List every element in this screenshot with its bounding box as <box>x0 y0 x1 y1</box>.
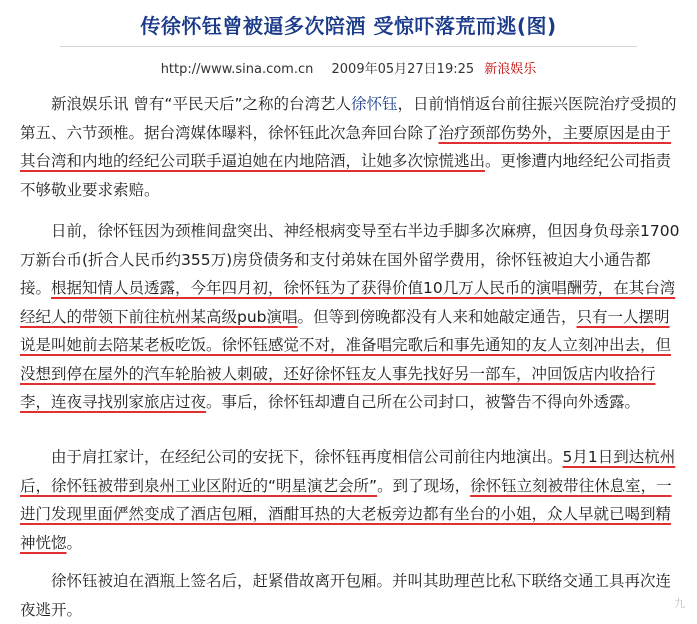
article-title: 传徐怀钰曾被逼多次陪酒 受惊吓落荒而逃(图) <box>140 14 557 38</box>
p3-underlined-2: 徐怀钰立刻被带往休息室，一进门发现里面俨然变成了酒店包厢，酒酣耳热的大老板旁边都有坐台的小姐，众人早就已喝到精神恍惚 <box>20 476 672 552</box>
publish-datetime: 2009年05月27日19:25 <box>331 62 475 77</box>
article-source-line <box>0 58 697 77</box>
paragraph-2 <box>20 217 680 417</box>
p3-underlined-1: 5月1日到达杭州后，徐怀钰被带到泉州工业区附近的“明星演艺会所” <box>20 448 676 495</box>
p3-text-c: 。 <box>66 533 83 552</box>
p1-underlined: 治疗颈部伤势外，主要原因是由于其台湾和内地的经纪公司联手逼迫她在内地陪酒，让她多次惊慌逃出 <box>20 123 672 170</box>
paragraph-4 <box>20 567 680 624</box>
p1-text-c: 。更惨遭内地经纪公司指责不够敬业要求索赔。 <box>20 152 672 199</box>
p3-text-b: 。到了现场， <box>377 476 471 495</box>
p3-text-a: 由于肩扛家计，在经纪公司的安抚下，徐怀钰再度相信公司前往内地演出。 <box>51 448 563 466</box>
p1-text-a: 新浪娱乐讯 曾有“平民天后”之称的台湾艺人 <box>51 95 351 113</box>
p2-text-b: 。但等到傍晚都没有人来和她敲定通告， <box>297 307 577 326</box>
p2-underlined-1: 根据知情人员透露，今年四月初，徐怀钰为了获得价值10几万人民币的演唱酬劳，在其台湾经纪人的带领下前往杭州某高级pub演唱 <box>20 279 676 326</box>
watermark: 九 <box>674 597 685 610</box>
p4-text-a: 徐怀钰被迫在酒瓶上签名后，赶紧借故离开包厢。并叫其助理芭比私下联络交通工具再次连夜逃开。 <box>20 572 672 619</box>
artist-name-link[interactable]: 徐怀钰 <box>351 95 398 113</box>
title-divider <box>60 46 637 47</box>
p2-text-a: 日前，徐怀钰因为颈椎间盘突出、神经根病变导至右半边手脚多次麻痹，但因身负母亲1700万新台币(折合人民币约355万)房贷债务和支付弟妹在国外留学费用，徐怀钰被迫大小通告都接。 <box>20 222 680 297</box>
source-url[interactable]: http://www.sina.com.cn <box>160 62 314 77</box>
source-channel-link[interactable]: 新浪娱乐 <box>484 62 537 77</box>
p2-underlined-2: 只有一人摆明说是叫她前去陪某老板吃饭。徐怀钰感觉不对，准备唱完歌后和事先通知的友人立刻冲出去，但没想到停在屋外的汽车轮胎被人刺破，还好徐怀钰友人事先找好另一部车，冲回饭店内收拾行李，连夜寻找别家旅店过夜 <box>20 307 672 411</box>
p1-text-b: ，日前悄悄返台前往振兴医院治疗受损的第五、六节颈椎。据台湾媒体曝料，徐怀钰此次急奔回台除了 <box>20 95 677 142</box>
paragraph-3 <box>20 443 680 557</box>
paragraph-1 <box>20 90 680 204</box>
p2-text-c: 。事后，徐怀钰却遭自己所在公司封口，被警告不得向外透露。 <box>206 393 641 411</box>
